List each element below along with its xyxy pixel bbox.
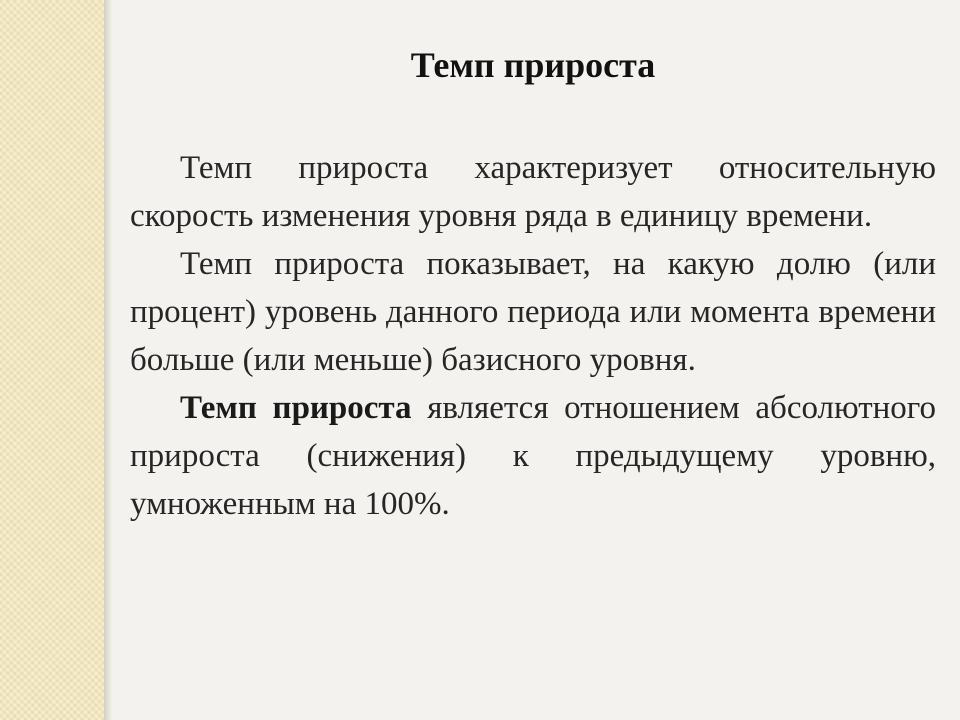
paragraph-definition-text: Темп прироста характеризует относительную скорость изменения уровня ряда в единицу времени. (130, 150, 936, 234)
decorative-side-band (0, 0, 104, 720)
slide-body (130, 144, 936, 528)
slide-title: Темп прироста (410, 45, 656, 85)
paragraph-meaning-text: Темп прироста показывает, на какую долю (или процент) уровень данного периода или момента времени больше (или меньше) базисного уровня. (130, 246, 936, 378)
side-band-shadow (104, 0, 112, 720)
paragraph-meaning (130, 240, 936, 384)
paragraph-definition (130, 144, 936, 240)
paragraph-formula-bold-lead: Темп прироста (180, 390, 412, 426)
paragraph-formula-text: является отношением абсолютного прироста (снижения) к предыдущему уровню, умноженным на 100%. (130, 390, 937, 522)
paragraph-formula (130, 384, 936, 528)
